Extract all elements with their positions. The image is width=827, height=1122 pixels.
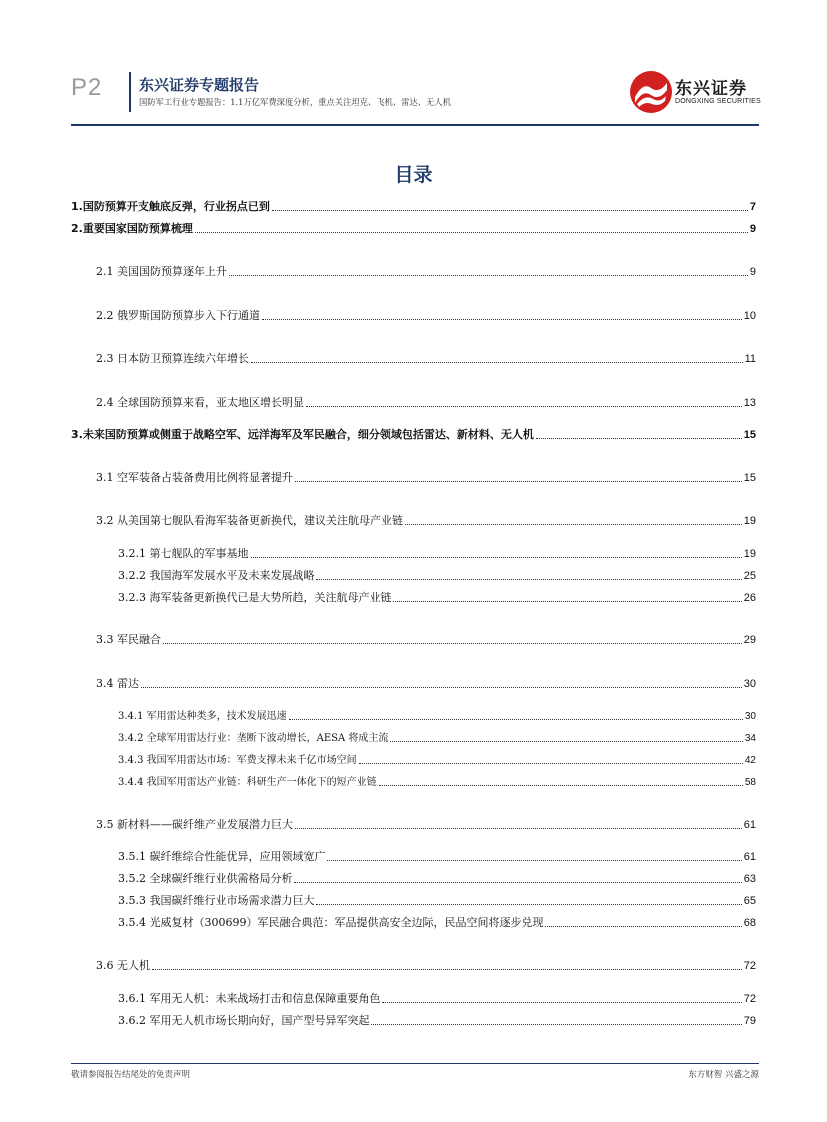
- toc-entry-page: 13: [743, 397, 756, 409]
- toc-entry-page: 63: [743, 873, 756, 885]
- toc-entry-page: 30: [743, 678, 756, 690]
- toc-leader: [295, 828, 742, 829]
- toc-entry-3-4[interactable]: [96, 675, 756, 691]
- toc-entry-3-5-3[interactable]: [118, 892, 756, 908]
- toc-entry-3-2[interactable]: [96, 512, 756, 528]
- toc-entry-3-4-3[interactable]: [118, 751, 756, 767]
- toc-entry-3-2-2[interactable]: [118, 567, 756, 583]
- toc-leader: [306, 406, 742, 407]
- report-title: 东兴证券专题报告: [139, 76, 260, 94]
- report-subtitle: 国防军工行业专题报告：1.1万亿军费深度分析，重点关注坦克、飞机、雷达、无人机: [139, 97, 451, 107]
- toc-entry-1[interactable]: [71, 198, 756, 214]
- toc-entry-label: 3.4.4 我国军用雷达产业链：科研生产一体化下的短产业链: [118, 777, 377, 788]
- toc-leader: [152, 969, 742, 970]
- toc-entry-page: 7: [749, 201, 756, 213]
- toc-entry-3-1[interactable]: [96, 469, 756, 485]
- toc-entry-3-6-1[interactable]: [118, 990, 756, 1006]
- logo-mark-icon: [629, 70, 673, 114]
- toc-entry-label: 3.5.3 我国碳纤维行业市场需求潜力巨大: [118, 894, 315, 907]
- toc-leader: [163, 643, 742, 644]
- toc-entry-label: 3.6 无人机: [96, 959, 150, 972]
- toc-leader: [405, 524, 742, 525]
- toc-entry-label: 3.1 空军装备占装备费用比例将显著提升: [96, 471, 293, 484]
- toc-entry-2-3[interactable]: [96, 350, 756, 366]
- toc-entry-2-2[interactable]: [96, 307, 756, 323]
- toc-entry-label: 1.国防预算开支触底反弹，行业拐点已到: [71, 200, 270, 213]
- header-rule: [71, 124, 759, 126]
- toc-entry-3-5-4[interactable]: [118, 914, 756, 930]
- toc-entry-3-5[interactable]: [96, 816, 756, 832]
- toc-entry-page: 61: [743, 819, 756, 831]
- toc-leader: [294, 882, 741, 883]
- toc-entry-page: 10: [743, 310, 756, 322]
- toc-entry-label: 3.4.3 我国军用雷达市场：军费支撑未来千亿市场空间: [118, 755, 357, 766]
- toc-leader: [316, 579, 741, 580]
- toc-entry-page: 9: [749, 223, 756, 235]
- toc-leader: [379, 785, 743, 786]
- toc-entry-label: 2.2 俄罗斯国防预算步入下行通道: [96, 309, 260, 322]
- toc-leader: [289, 719, 743, 720]
- toc-entry-label: 3.4.2 全球军用雷达行业：垄断下波动增长，AESA 将成主流: [118, 733, 389, 744]
- header-divider: [129, 72, 131, 112]
- toc-entry-page: 19: [743, 548, 756, 560]
- toc-entry-label: 3.5.4 光威复材（300699）军民融合典范：军品提供高安全边际，民品空间将逐步兑现: [118, 916, 544, 929]
- toc-entry-2-1[interactable]: [96, 263, 756, 279]
- toc-entry-label: 3.5.2 全球碳纤维行业供需格局分析: [118, 872, 293, 885]
- toc-entry-page: 79: [743, 1015, 756, 1027]
- toc-entry-page: 42: [744, 755, 756, 766]
- toc-entry-3-4-2[interactable]: [118, 729, 756, 745]
- toc-leader: [390, 741, 742, 742]
- toc-entry-label: 3.6.2 军用无人机市场长期向好，国产型号异军突起: [118, 1014, 370, 1027]
- toc-entry-3-6[interactable]: [96, 957, 756, 973]
- toc-entry-label: 3.6.1 军用无人机：未来战场打击和信息保障重要角色: [118, 992, 381, 1005]
- toc-leader: [393, 601, 741, 602]
- toc-entry-3[interactable]: [71, 426, 756, 442]
- toc-entry-page: 30: [744, 711, 756, 722]
- toc-entry-label: 2.重要国家国防预算梳理: [71, 222, 193, 235]
- toc-entry-label: 3.3 军民融合: [96, 633, 161, 646]
- toc-entry-label: 3.5.1 碳纤维综合性能优异，应用领域宽广: [118, 850, 326, 863]
- toc-leader: [316, 904, 741, 905]
- toc-entry-label: 3.4.1 军用雷达种类多，技术发展迅速: [118, 711, 287, 722]
- toc-entry-page: 72: [743, 993, 756, 1005]
- toc-entry-page: 19: [743, 515, 756, 527]
- toc-entry-3-2-3[interactable]: [118, 589, 756, 605]
- toc-entry-page: 29: [743, 634, 756, 646]
- toc-leader: [251, 557, 742, 558]
- toc-entry-2[interactable]: [71, 220, 756, 236]
- toc-title: 目录: [394, 164, 433, 186]
- toc-leader: [295, 481, 742, 482]
- toc-leader: [327, 860, 741, 861]
- toc-leader: [251, 362, 743, 363]
- toc-entry-label: 3.4 雷达: [96, 677, 139, 690]
- logo-chinese-name: 东兴证券: [675, 79, 747, 99]
- toc-entry-page: 9: [749, 266, 756, 278]
- toc-entry-2-4[interactable]: [96, 394, 756, 410]
- toc-leader: [262, 319, 742, 320]
- footer-disclaimer: 敬请参阅报告结尾处的免责声明: [71, 1070, 191, 1080]
- toc-entry-3-6-2[interactable]: [118, 1012, 756, 1028]
- toc-entry-page: 25: [743, 570, 756, 582]
- toc-leader: [229, 275, 748, 276]
- toc-entry-label: 3.未来国防预算或侧重于战略空军、远洋海军及军民融合，细分领域包括雷达、新材料、无人机: [71, 428, 534, 441]
- toc-entry-3-2-1[interactable]: [118, 545, 756, 561]
- toc-entry-label: 3.2.2 我国海军发展水平及未来发展战略: [118, 569, 315, 582]
- toc-entry-page: 15: [743, 429, 756, 441]
- toc-entry-label: 3.2.3 海军装备更新换代已是大势所趋，关注航母产业链: [118, 591, 392, 604]
- toc-entry-3-3[interactable]: [96, 631, 756, 647]
- toc-leader: [536, 438, 742, 439]
- toc-entry-page: 65: [743, 895, 756, 907]
- toc-entry-label: 2.4 全球国防预算来看，亚太地区增长明显: [96, 396, 304, 409]
- company-logo: [629, 70, 763, 116]
- toc-leader: [359, 763, 743, 764]
- toc-entry-label: 3.2.1 第七舰队的军事基地: [118, 547, 249, 560]
- footer-rule: [71, 1063, 759, 1064]
- toc-entry-page: 58: [744, 777, 756, 788]
- toc-leader: [195, 232, 748, 233]
- toc-leader: [141, 687, 742, 688]
- toc-entry-3-5-2[interactable]: [118, 870, 756, 886]
- toc-entry-page: 11: [744, 353, 756, 365]
- toc-entry-page: 72: [743, 960, 756, 972]
- toc-entry-3-4-1[interactable]: [118, 707, 756, 723]
- toc-leader: [371, 1024, 741, 1025]
- toc-entry-page: 61: [743, 851, 756, 863]
- toc-leader: [382, 1002, 741, 1003]
- toc-entry-3-5-1[interactable]: [118, 848, 756, 864]
- toc-entry-page: 34: [744, 733, 756, 744]
- footer-slogan: 东方财智 兴盛之源: [688, 1070, 759, 1080]
- toc-entry-label: 3.5 新材料——碳纤维产业发展潜力巨大: [96, 818, 293, 831]
- page-number: P2: [71, 74, 103, 101]
- toc-leader: [272, 210, 748, 211]
- toc-leader: [545, 926, 741, 927]
- toc-entry-label: 3.2 从美国第七舰队看海军装备更新换代，建议关注航母产业链: [96, 514, 403, 527]
- toc-entry-page: 26: [743, 592, 756, 604]
- toc-entry-label: 2.1 美国国防预算逐年上升: [96, 265, 227, 278]
- toc-entry-3-4-4[interactable]: [118, 773, 756, 789]
- toc-entry-page: 15: [743, 472, 756, 484]
- toc-entry-page: 68: [743, 917, 756, 929]
- logo-english-name: DONGXING SECURITIES: [675, 98, 761, 105]
- toc-entry-label: 2.3 日本防卫预算连续六年增长: [96, 352, 249, 365]
